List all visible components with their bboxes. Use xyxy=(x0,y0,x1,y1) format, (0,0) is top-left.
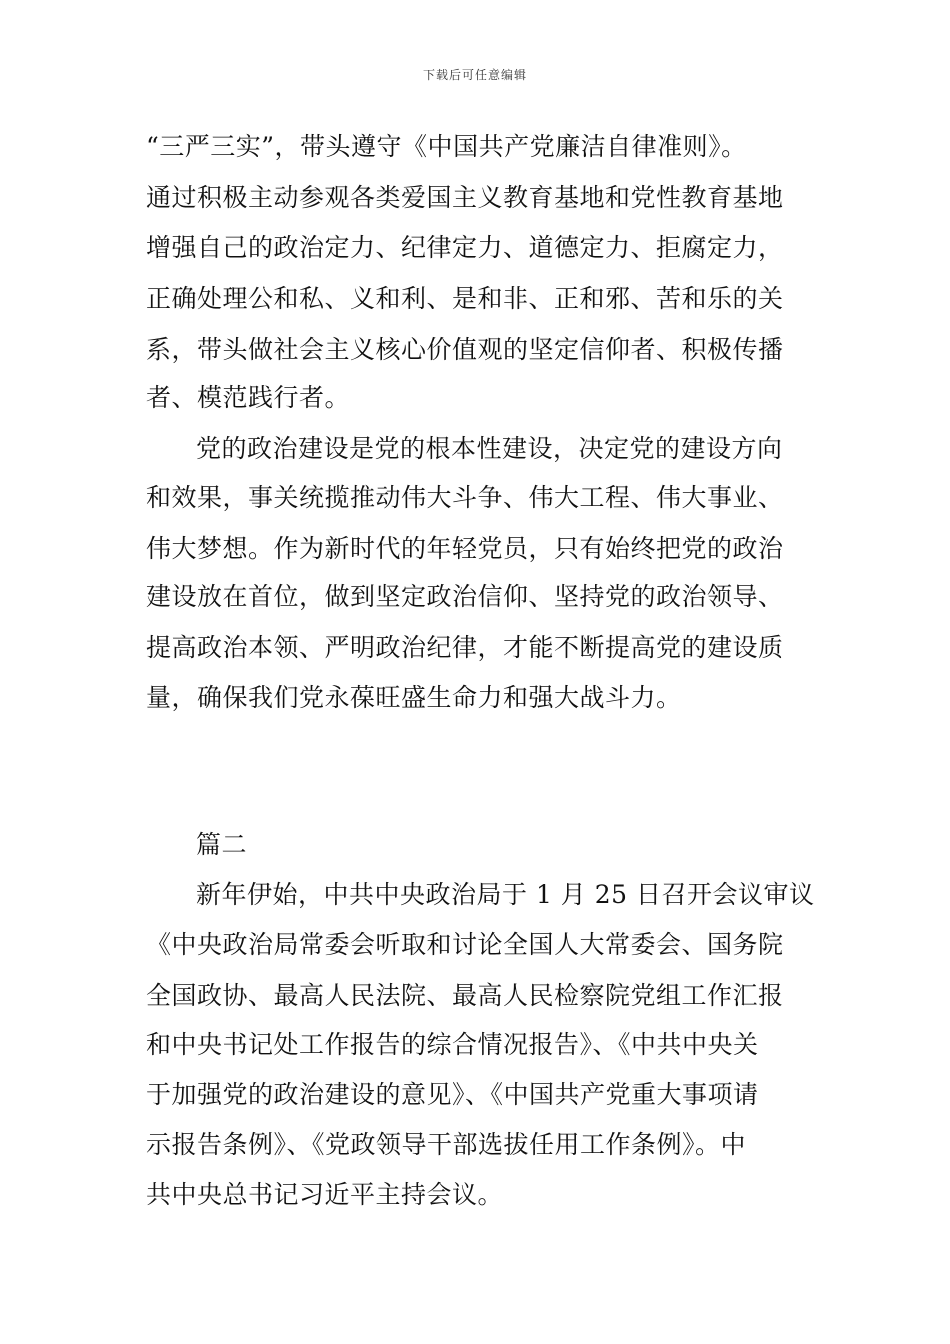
text-line: 量，确保我们党永葆旺盛生命力和强大战斗力。 xyxy=(146,683,682,712)
text-line: 建设放在首位，做到坚定政治信仰、坚持党的政治领导、 xyxy=(146,582,784,611)
text-line: 示报告条例》、《党政领导干部选拔任用工作条例》。中 xyxy=(146,1130,747,1159)
text-line: 《中央政治局常委会听取和讨论全国人大常委会、国务院 xyxy=(146,930,784,959)
text-line: 党的政治建设是党的根本性建设，决定党的建设方向 xyxy=(196,434,783,463)
text-line: 和中央书记处工作报告的综合情况报告》、《中共中央关 xyxy=(146,1030,759,1059)
page-header-note: 下载后可任意编辑 xyxy=(422,68,527,82)
text-line: 者、模范践行者。 xyxy=(146,383,351,412)
text-line: 系，带头做社会主义核心价值观的坚定信仰者、积极传播 xyxy=(146,335,784,364)
text-line: 正确处理公和私、义和利、是和非、正和邪、苦和乐的关 xyxy=(146,284,784,313)
text-line: 新年伊始，中共中央政治局于 1 月 25 日召开会议审议 xyxy=(196,880,815,909)
section-heading: 篇二 xyxy=(196,830,248,859)
text-line: “三严三实”，带头遵守《中国共产党廉洁自律准则》。 xyxy=(146,132,747,161)
text-line: 于加强党的政治建设的意见》、《中国共产党重大事项请 xyxy=(146,1080,759,1109)
text-line: 增强自己的政治定力、纪律定力、道德定力、拒腐定力， xyxy=(146,233,784,262)
text-line: 和效果，事关统揽推动伟大斗争、伟大工程、伟大事业、 xyxy=(146,483,784,512)
text-line: 通过积极主动参观各类爱国主义教育基地和党性教育基地 xyxy=(146,183,784,212)
text-line: 提高政治本领、严明政治纪律，才能不断提高党的建设质 xyxy=(146,633,784,662)
text-line: 伟大梦想。作为新时代的年轻党员，只有始终把党的政治 xyxy=(146,534,784,563)
text-line: 全国政协、最高人民法院、最高人民检察院党组工作汇报 xyxy=(146,981,784,1010)
text-line: 共中央总书记习近平主持会议。 xyxy=(146,1180,504,1209)
